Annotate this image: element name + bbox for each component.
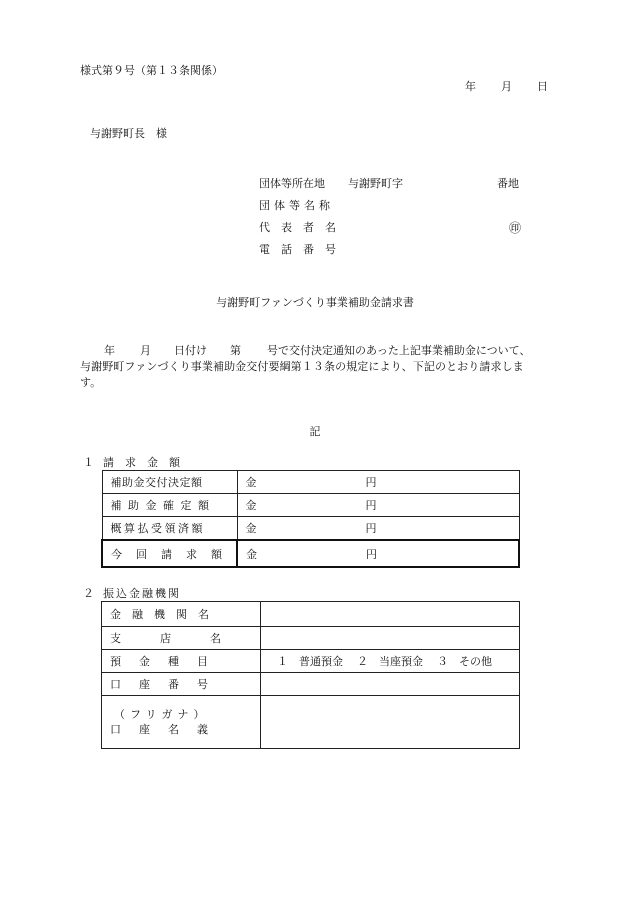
date-month: 月 [501, 80, 512, 93]
table-row [102, 602, 520, 627]
body-line1-rest: 号で交付決定通知のあった上記事業補助金について、 [267, 344, 531, 357]
document-title: 与謝野町ファンづくり事業補助金請求書 [216, 296, 414, 309]
addressee: 与謝野町長 様 [90, 127, 167, 140]
furigana-label: （フリガナ） [114, 708, 210, 721]
table-row [102, 696, 520, 749]
table-row [102, 517, 519, 541]
representative-label: 代表者名 [259, 221, 347, 234]
date-day: 日 [537, 80, 548, 93]
form-number: 様式第９号（第１３条関係） [80, 64, 223, 77]
confirmed-amount-field[interactable]: 金 円 [237, 494, 519, 517]
body-no: 第 [230, 344, 241, 357]
account-number-field[interactable] [261, 673, 520, 696]
account-number-label: 口座番号 [102, 673, 261, 696]
bank-account-table [101, 601, 520, 749]
account-holder-field[interactable] [261, 696, 520, 749]
bank-name-label: 金融機関名 [102, 602, 261, 627]
advance-received-label: 概算払受領済額 [102, 517, 237, 541]
advance-received-field[interactable]: 金 円 [237, 517, 519, 541]
section1-heading: 請求金額 [103, 456, 191, 469]
section2-heading: 振込金融機関 [103, 587, 181, 600]
body-year: 年 [104, 344, 115, 357]
deposit-option-current[interactable]: ２ 当座預金 [357, 655, 423, 668]
table-row [102, 673, 520, 696]
table-row [102, 471, 519, 494]
account-holder-label [102, 696, 261, 749]
account-holder-name-label: 口座名義 [110, 723, 226, 736]
table-row [102, 540, 519, 567]
body-dated: 日付け [174, 344, 207, 357]
body-month: 月 [140, 344, 151, 357]
section2-number: ２ [83, 587, 94, 600]
deposit-option-other[interactable]: ３ その他 [437, 655, 492, 668]
decided-amount-label: 補助金交付決定額 [102, 471, 237, 494]
table-row [102, 494, 519, 517]
current-claim-field[interactable]: 金 円 [237, 540, 519, 567]
ki-heading: 記 [309, 425, 321, 438]
deposit-type-label: 預金種目 [102, 650, 261, 673]
deposit-option-ordinary[interactable]: １ 普通預金 [277, 655, 343, 668]
seal-mark: ㊞ [509, 221, 522, 235]
deposit-type-field[interactable] [261, 650, 520, 673]
bank-name-field[interactable] [261, 602, 520, 627]
section1-number: １ [83, 456, 94, 469]
phone-label: 電話番号 [259, 243, 347, 256]
claim-amount-table [101, 470, 520, 568]
banchi-label: 番地 [497, 177, 519, 190]
group-name-label: 団体等名称 [259, 199, 334, 212]
address-value: 与謝野町字 [348, 177, 403, 190]
current-claim-label: 今回請求額 [102, 540, 237, 567]
date-year: 年 [465, 80, 476, 93]
address-label: 団体等所在地 [259, 177, 325, 190]
branch-field[interactable] [261, 627, 520, 650]
decided-amount-field[interactable]: 金 円 [237, 471, 519, 494]
body-line3: す。 [80, 376, 102, 389]
body-line2: 与謝野町ファンづくり事業補助金交付要綱第１３条の規定により、下記のとおり請求しま [80, 360, 524, 373]
table-row [102, 627, 520, 650]
table-row [102, 650, 520, 673]
confirmed-amount-label: 補助金確定額 [102, 494, 237, 517]
branch-label: 支店名 [102, 627, 261, 650]
